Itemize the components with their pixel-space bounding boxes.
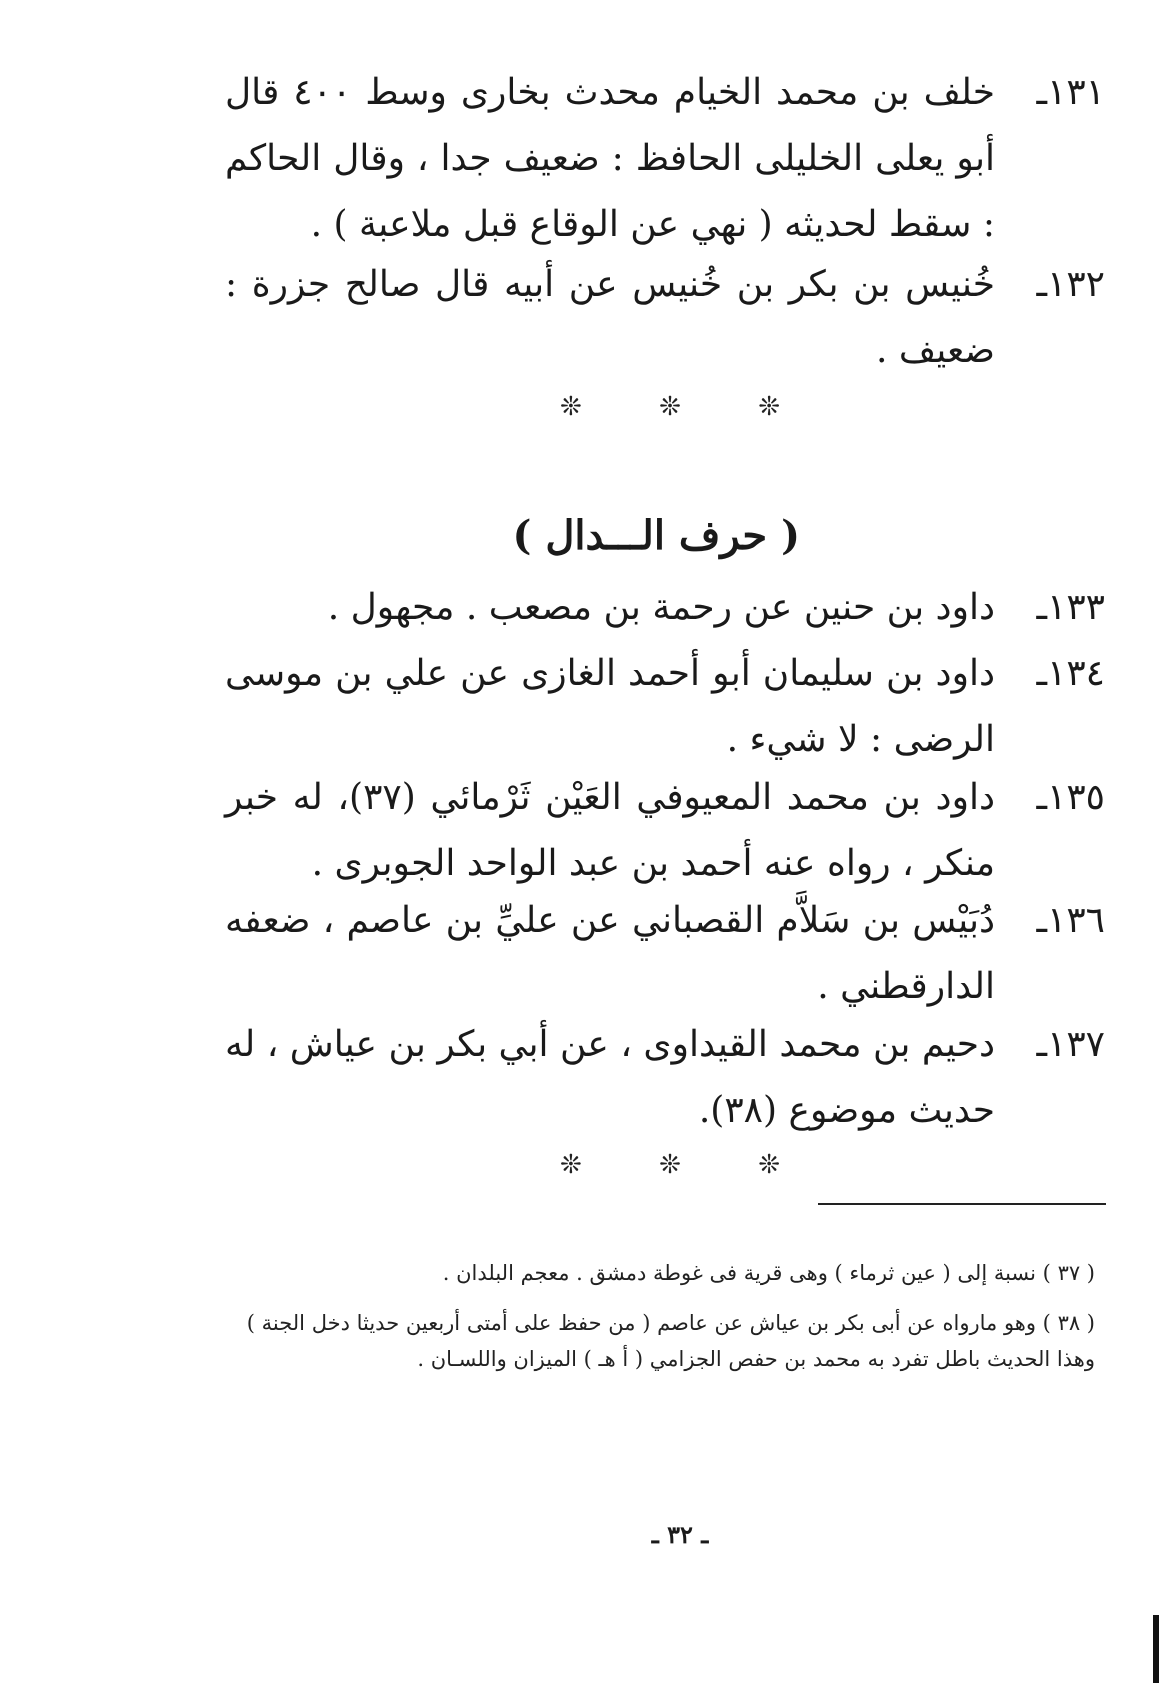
entry-text: داود بن محمد المعيوفي العَيْن ثَرْمائي (٣٧)، له خبر منكر ، رواه عنه أحمد بن عبد الواحد الجوبرى . xyxy=(225,777,995,884)
entry-137 xyxy=(225,1012,1105,1144)
asterisk-ornament-icon: ❊ xyxy=(560,392,582,422)
asterisk-ornament-icon: ❊ xyxy=(659,392,681,422)
footnote-divider xyxy=(818,1203,1106,1205)
entry-number: ١٣٧ـ xyxy=(1036,1024,1105,1065)
entry-136 xyxy=(225,888,1105,1020)
star-separator xyxy=(560,392,780,422)
entry-number: ١٣٦ـ xyxy=(1036,900,1105,941)
footnote-38: ( ٣٨ ) وهو مارواه عن أبى بكر بن عياش عن عاصم ( من حفظ على أمتى أربعين حديثا دخل الجنة ) وهذا الحديث باطل تفرد به محمد بن حفص الجزامي ( أ هـ ) الميزان واللسـان . xyxy=(246,1311,1095,1371)
entry-number: ١٣١ـ xyxy=(1036,72,1105,113)
page-number: ـ ٣٢ ـ xyxy=(651,1520,709,1549)
entry-text: دحيم بن محمد القيداوى ، عن أبي بكر بن عياش ، له حديث موضوع (٣٨). xyxy=(224,1024,995,1131)
asterisk-ornament-icon: ❊ xyxy=(758,392,780,422)
entry-text: خلف بن محمد الخيام محدث بخارى وسط ٤٠٠ قال أبو يعلى الخليلى الحافظ : ضعيف جدا ، وقال الحاكم : سقط لحديثه ( نهي عن الوقاع قبل ملاعبة ) . xyxy=(225,72,996,245)
entry-number: ١٣٤ـ xyxy=(1036,653,1105,694)
entry-135 xyxy=(225,765,1105,897)
asterisk-ornament-icon: ❊ xyxy=(560,1150,582,1180)
asterisk-ornament-icon: ❊ xyxy=(758,1150,780,1180)
star-separator xyxy=(560,1150,780,1180)
section-heading: ( حرف الـــدال ) xyxy=(512,512,800,559)
entry-text: خُنيس بن بكر بن خُنيس عن أبيه قال صالح جزرة : ضعيف . xyxy=(225,264,995,371)
footnote-37: ( ٣٧ ) نسبة إلى ( عين ثرماء ) وهى قرية فى غوطة دمشق . معجم البلدان . xyxy=(442,1261,1095,1285)
entry-number: ١٣٢ـ xyxy=(1036,264,1105,305)
entry-131 xyxy=(225,60,1105,258)
entry-text: داود بن حنين عن رحمة بن مصعب . مجهول . xyxy=(327,587,995,628)
entry-132 xyxy=(225,252,1105,384)
scan-edge-mark xyxy=(1153,1615,1159,1683)
entry-number: ١٣٥ـ xyxy=(1036,777,1105,818)
entry-text: دُبَيْس بن سَلاَّم القصباني عن عليِّ بن عاصم ، ضعفه الدارقطني . xyxy=(225,900,995,1007)
entry-number: ١٣٣ـ xyxy=(1036,587,1105,628)
entry-134 xyxy=(225,641,1105,773)
asterisk-ornament-icon: ❊ xyxy=(659,1150,681,1180)
entry-133 xyxy=(225,575,1105,641)
entry-text: داود بن سليمان أبو أحمد الغازى عن علي بن موسى الرضى : لا شيء . xyxy=(225,653,995,760)
